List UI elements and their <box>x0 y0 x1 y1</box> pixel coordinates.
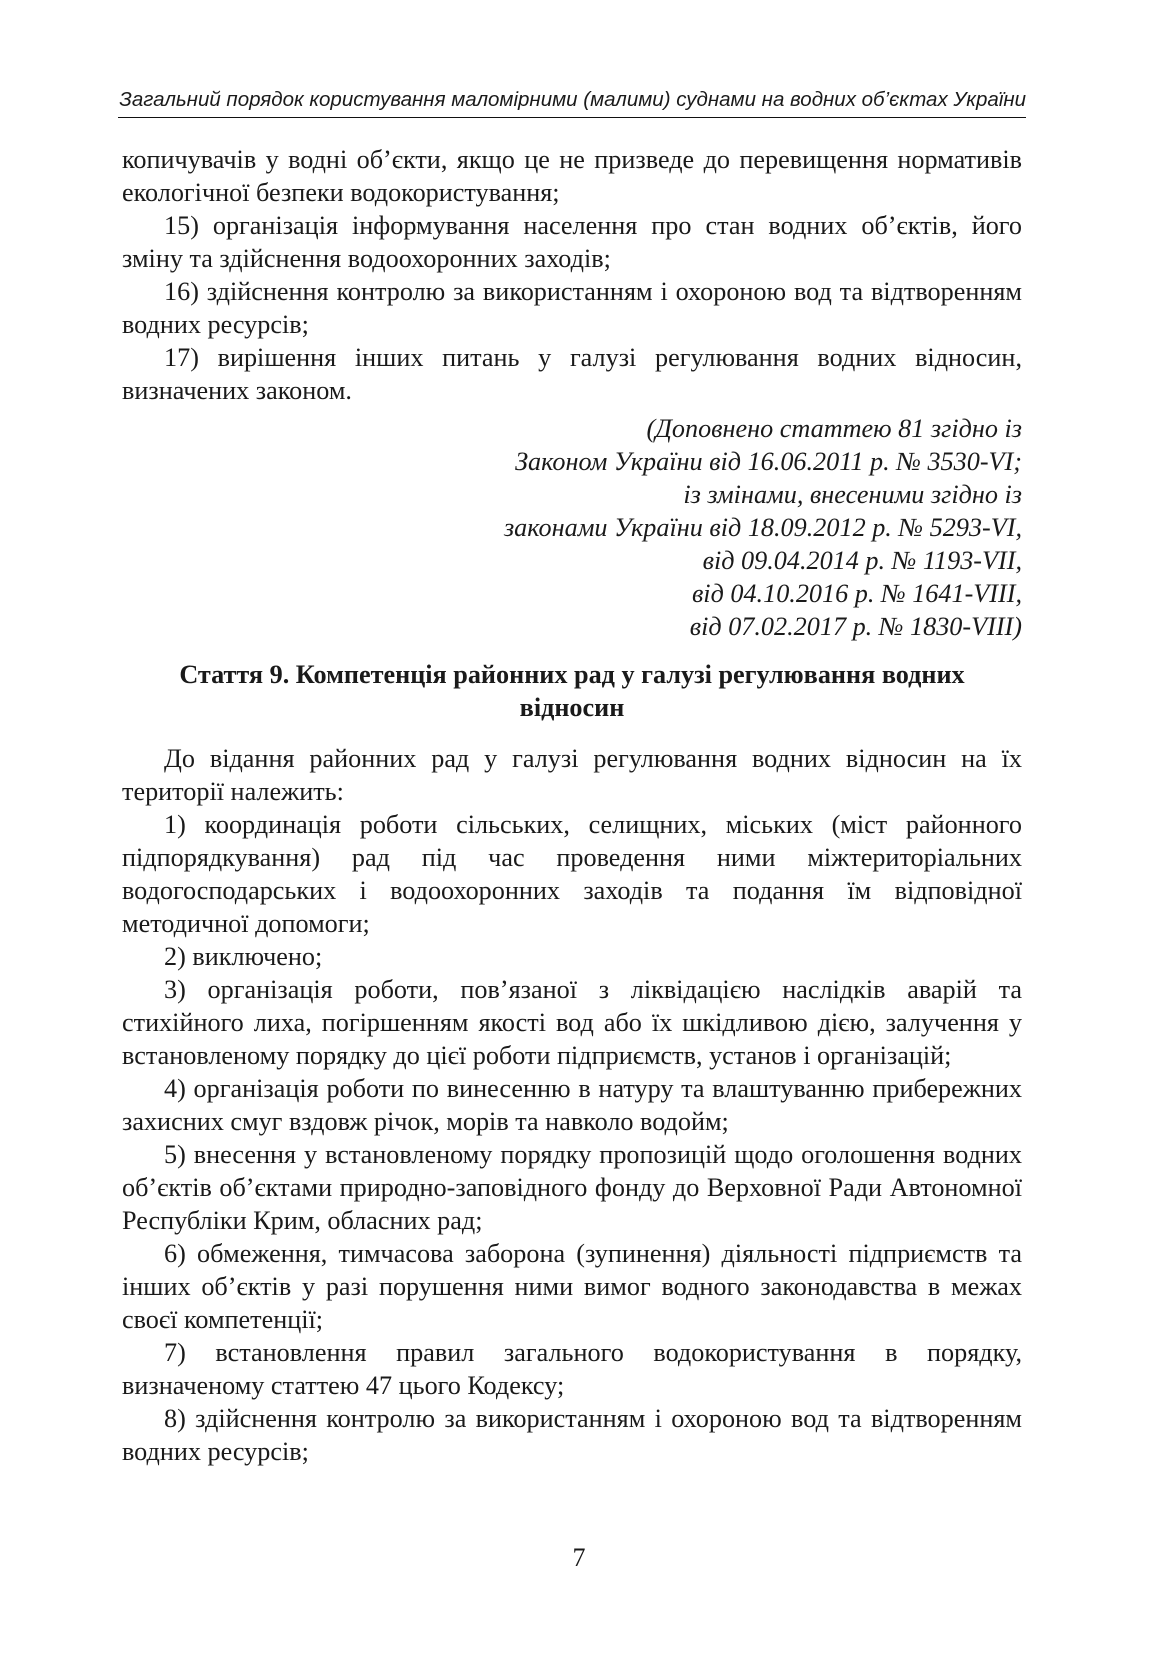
amendment-line: від 09.04.2014 р. № 1193-VII, <box>702 546 1022 575</box>
amendment-line: Законом України від 16.06.2011 р. № 3530-VI; <box>515 447 1022 476</box>
amendment-line: від 04.10.2016 р. № 1641-VIII, <box>691 579 1022 608</box>
list-item: 6) обмеження, тимчасова заборона (зупинення) діяльності підприємств та інших об’єктів у разі порушення ними вимог водного законодавства в межах своєї компетенції; <box>122 1239 1022 1334</box>
list-item: 4) організація роботи по винесенню в натуру та влаштуванню прибережних захисних смуг вздовж річок, морів та навколо водойм; <box>122 1074 1022 1136</box>
continuation-paragraph: копичувачів у водні об’єкти, якщо це не призведе до перевищення нормативів екологічної безпеки водокористування; <box>122 145 1022 207</box>
amendment-line: із змінами, внесеними згідно із <box>683 480 1022 509</box>
amendment-note <box>122 412 1022 643</box>
page-number: 7 <box>572 1543 586 1572</box>
list-item: 17) вирішення інших питань у галузі регулювання водних відносин, визначених законом. <box>122 343 1022 405</box>
header-rule <box>118 117 1026 118</box>
list-item: 15) організація інформування населення про стан водних об’єктів, його зміну та здійснення водоохоронних заходів; <box>122 211 1022 273</box>
amendment-line: (Доповнено статтею 81 згідно із <box>646 414 1022 443</box>
list-item: 1) координація роботи сільських, селищних, міських (міст районного підпорядкування) рад під час проведення ними міжтериторіальних водогосподарських і водоохоронних заходів та подання їм відповідної методичної допомоги; <box>122 810 1022 938</box>
list-item: 7) встановлення правил загального водокористування в порядку, визначеному статтею 47 цього Кодексу; <box>122 1338 1022 1400</box>
article-heading: Стаття 9. Компетенція районних рад у галузі регулювання водних відносин <box>179 660 965 722</box>
list-item: 3) організація роботи, пов’язаної з ліквідацією наслідків аварій та стихійного лиха, погіршенням якості вод або їх шкідливою дією, залучення у встановленому порядку до цієї роботи підприємств, установ і організацій; <box>122 975 1022 1070</box>
list-item: 5) внесення у встановленому порядку пропозицій щодо оголошення водних об’єктів об’єктами природно-заповідного фонду до Верховної Ради Автономної Республіки Крим, обласних рад; <box>122 1140 1022 1235</box>
article-intro: До відання районних рад у галузі регулювання водних відносин на їх території належить: <box>122 744 1022 806</box>
running-head: Загальний порядок користування маломірними (малими) суднами на водних об’єктах України <box>119 88 1026 111</box>
page-body <box>122 143 1022 1468</box>
amendment-line: від 07.02.2017 р. № 1830-VIII) <box>689 612 1022 641</box>
list-item: 16) здійснення контролю за використанням і охороною вод та відтворенням водних ресурсів; <box>122 277 1022 339</box>
list-item: 8) здійснення контролю за використанням і охороною вод та відтворенням водних ресурсів; <box>122 1404 1022 1466</box>
amendment-line: законами України від 18.09.2012 р. № 5293-VI, <box>503 513 1022 542</box>
list-item: 2) виключено; <box>164 942 323 971</box>
